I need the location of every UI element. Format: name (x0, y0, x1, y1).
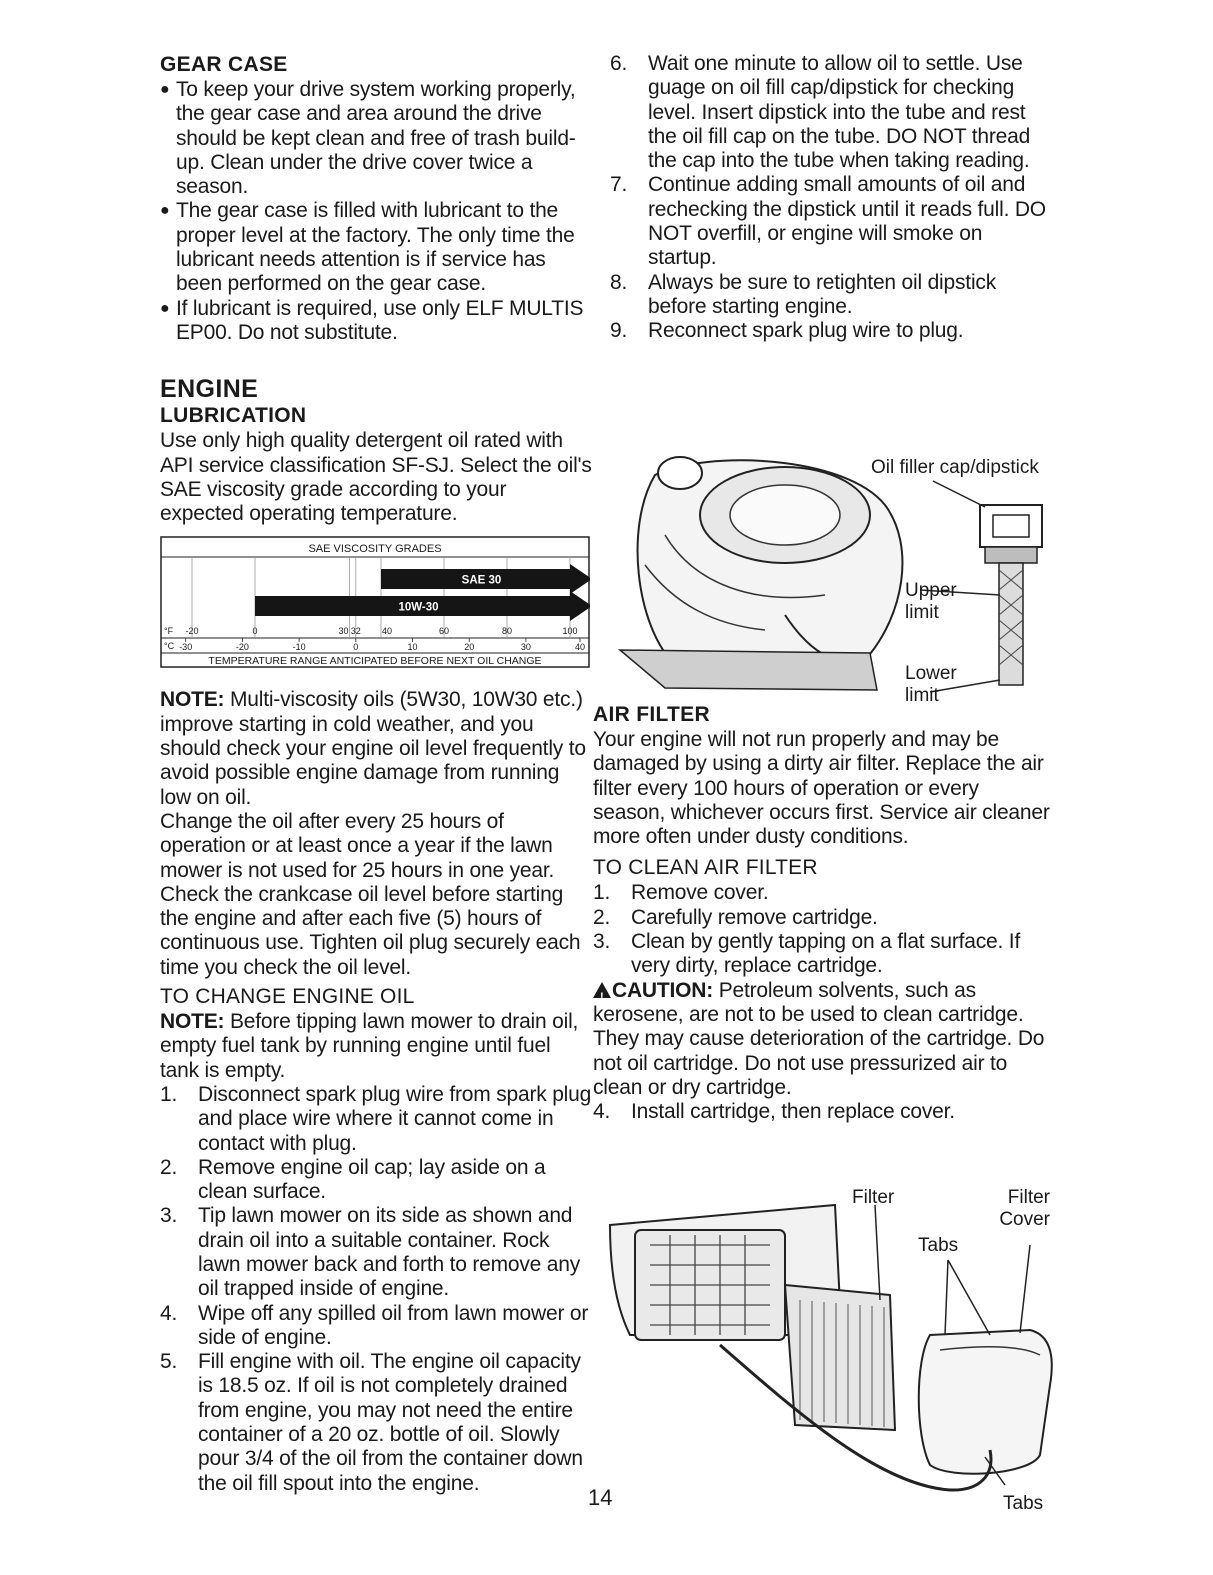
bullet-icon: ● (160, 202, 170, 220)
warning-triangle-icon: ! (593, 982, 611, 998)
air-filter-intro: Your engine will not run properly and may be damaged by using a dirty air filter. Replace the air filter every 100 hours of operation or every season, whichever occurs first. Service air cleaner more often under dusty conditions. (593, 728, 1050, 849)
chart-tick-f: 32 (350, 626, 361, 637)
page-number: 14 (588, 1485, 613, 1510)
upper-limit-label: Upper limit (905, 580, 957, 623)
dipstick-label: Oil filler cap/dipstick (871, 457, 1039, 478)
change-oil-step: 3. Tip lawn mower on its side as shown and drain oil into a suitable container. Rock lawn mower back and forth to remove any oil trapped inside of engine. (160, 1204, 581, 1301)
viscosity-chart-svg (160, 536, 590, 668)
gear-case-bullet: ● If lubricant is required, use only ELF MULTIS EP00. Do not substitute. (160, 296, 584, 344)
chart-tick-c: 10 (407, 642, 418, 653)
clean-filter-step: 3. Clean by gently tapping on a flat surface. If very dirty, replace cartridge. (593, 930, 1021, 978)
air-filter-illustration (600, 1185, 1060, 1525)
change-oil-step: 2. Remove engine oil cap; lay aside on a clean surface. (160, 1155, 546, 1204)
chart-tick-c: -20 (235, 642, 249, 653)
gear-case-bullet: ● To keep your drive system working properly, the gear case and area around the drive should be kept clean and free of trash build-up. Clean under the drive cover twice a season. (160, 78, 576, 199)
filter-cover-label: Filter Cover (999, 1187, 1050, 1230)
caution-text: ! CAUTION: Petroleum solvents, such as kerosene, are not to be used to clean cartridge. They may cause deterioration of the cartridge. Do not oil cartridge. Do not use pressurized air to clean or dry cartridge. (593, 978, 1045, 1099)
change-oil-note: NOTE: Before tipping lawn mower to drain oil, empty fuel tank by running engine until fuel tank is empty. (160, 1010, 579, 1082)
clean-filter-heading: TO CLEAN AIR FILTER (593, 856, 818, 880)
engine-illustration (615, 445, 1055, 710)
chart-tick-f: 80 (501, 626, 513, 637)
change-interval-text: Change the oil after every 25 hours of operation or at least once a year if the lawn mower is not used for 25 hours in one year. (160, 809, 555, 882)
change-oil-step: 4. Wipe off any spilled oil from lawn mower or side of engine. (160, 1301, 589, 1349)
engine-heading: ENGINE (160, 375, 259, 404)
viscosity-chart (160, 536, 590, 668)
chart-tick-f: 100 (562, 626, 578, 637)
air-filter-heading: AIR FILTER (593, 703, 710, 726)
chart-tick-f: -20 (185, 626, 199, 637)
lubrication-text: Use only high quality detergent oil rated with API service classification SF-SJ. Select the oil's SAE viscosity grade according to your expected operating temperature. (160, 429, 592, 526)
chart-tick-c: 20 (464, 642, 475, 653)
left-column (160, 52, 592, 1496)
filter-label: Filter (852, 1187, 895, 1208)
change-oil-step: 8. Always be sure to retighten oil dipstick before starting engine. (610, 270, 997, 318)
clean-filter-step: 2. Carefully remove cartridge. (593, 905, 878, 929)
chart-tick-c: 30 (520, 642, 531, 653)
dipstick-figure (615, 445, 1055, 710)
lubrication-heading: LUBRICATION (160, 404, 307, 428)
lower-limit-label: Lower limit (905, 663, 957, 706)
chart-tick-f: 40 (381, 626, 393, 637)
chart-title: SAE VISCOSITY GRADES (308, 543, 442, 556)
tabs-label-bottom: Tabs (1003, 1493, 1044, 1514)
chart-tick-f: 30 (338, 626, 349, 637)
check-level-text: Check the crankcase oil level before starting the engine and after each five (5) hours of continuous use. Tighten oil plug securely each time you check the oil level. (160, 882, 581, 979)
change-oil-step: 5. Fill engine with oil. The engine oil capacity is 18.5 oz. If oil is not completely drained from engine, you may not need the entire container of a 20 oz. bottle of oil. Slowly pour 3/4 of the oil from the container down the oil fill spout into the engine. (160, 1350, 583, 1495)
change-oil-step: 6. Wait one minute to allow oil to settle. Use guage on oil fill cap/dipstick for checking level. Insert dipstick into the tube and rest the oil fill cap on the tube. DO NOT thread the cap into the tube when taking reading. (610, 52, 1031, 173)
bullet-icon: ● (160, 81, 170, 98)
right-column (610, 52, 1050, 344)
chart-unit-c: °C (164, 641, 175, 652)
gear-case-heading: GEAR CASE (160, 53, 288, 76)
air-filter-figure (600, 1185, 1060, 1525)
gear-case-bullet: ● The gear case is filled with lubricant to the proper level at the factory. The only time the lubricant needs attention is if service has been performed on the gear case. (160, 199, 575, 296)
change-oil-step: 1. Disconnect spark plug wire from spark plug and place wire where it cannot come in contact with plug. (160, 1082, 592, 1155)
chart-tick-c: -30 (179, 642, 193, 653)
viscosity-bar-label: 10W-30 (398, 601, 439, 614)
engine-note: NOTE: Multi-viscosity oils (5W30, 10W30 etc.) improve starting in cold weather, and you should check your engine oil level frequently to avoid possible engine damage from running low on oil. (160, 688, 586, 809)
clean-filter-step: 1. Remove cover. (593, 881, 769, 905)
chart-tick-f: 0 (252, 626, 258, 637)
chart-tick-c: 0 (353, 642, 359, 653)
chart-tick-c: 40 (574, 642, 586, 653)
chart-tick-f: 60 (438, 626, 450, 637)
change-oil-step: 7. Continue adding small amounts of oil and rechecking the dipstick until it reads full. DO NOT overfill, or engine will smoke on startup. (610, 173, 1046, 270)
tabs-label-top: Tabs (918, 1235, 959, 1256)
clean-filter-step: 4. Install cartridge, then replace cover. (593, 1100, 955, 1124)
chart-xlabel: TEMPERATURE RANGE ANTICIPATED BEFORE NEXT OIL CHANGE (208, 655, 542, 668)
change-oil-step: 9. Reconnect spark plug wire to plug. (610, 319, 964, 343)
air-filter-section (593, 702, 1053, 1124)
viscosity-bar-label: SAE 30 (461, 574, 502, 587)
bullet-icon: ● (160, 299, 170, 317)
change-oil-heading: TO CHANGE ENGINE OIL (160, 985, 415, 1009)
chart-tick-c: -10 (292, 642, 306, 653)
chart-unit-f: °F (164, 626, 174, 637)
